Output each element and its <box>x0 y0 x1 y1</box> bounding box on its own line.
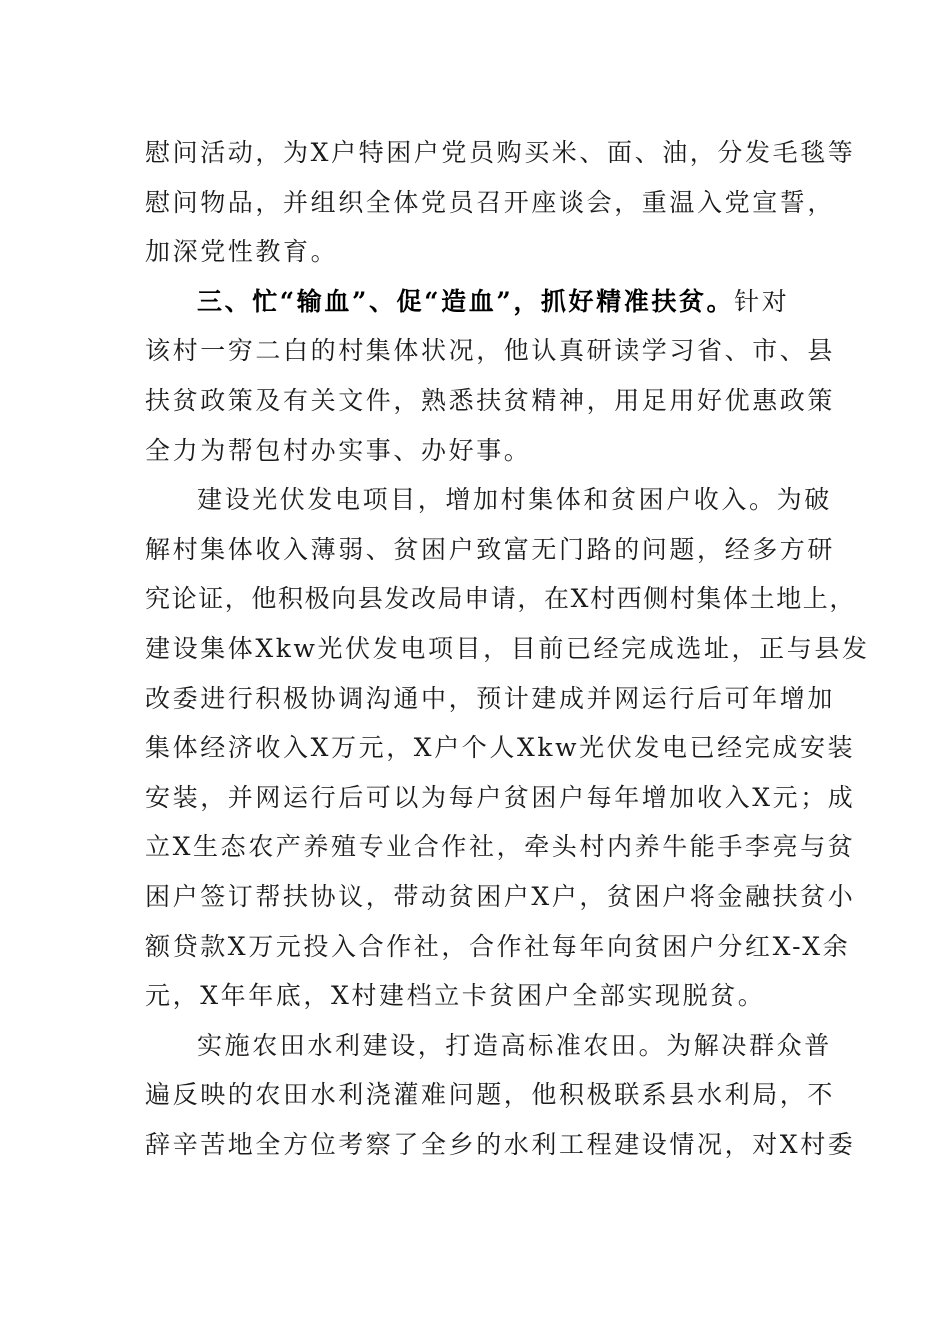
paragraph-line: 慰问活动，为X户特困户党员购买米、面、油，分发毛毯等 <box>145 138 856 167</box>
paragraph-line: 实施农田水利建设，打造高标准农田。为解决群众普 <box>197 1030 832 1060</box>
paragraph-line: 慰问物品，并组织全体党员召开座谈会，重温入党宣誓， <box>145 187 836 217</box>
paragraph-line: 元，X年年底，X村建档立卡贫困户全部实现脱贫。 <box>145 981 766 1011</box>
paragraph-line: 安装，并网运行后可以为每户贫困户每年增加收入X元；成 <box>145 782 856 812</box>
paragraph-line: 究论证，他积极向县发改局申请，在X村西侧村集体土地上， <box>145 584 856 614</box>
body-text <box>145 128 870 1169</box>
paragraph-line: 遍反映的农田水利浇灌难问题，他积极联系县水利局，不 <box>145 1080 836 1110</box>
paragraph-line: 加深党性教育。 <box>145 237 339 267</box>
paragraph-line: 辞辛苦地全方位考察了全乡的水利工程建设情况，对X村委 <box>145 1129 856 1159</box>
paragraph-line: 该村一穷二白的村集体状况，他认真研读学习省、市、县 <box>145 336 836 366</box>
paragraph-line: 集体经济收入X万元，X户个人Xkw光伏发电已经完成安装 <box>145 733 856 763</box>
paragraph-line: 建设光伏发电项目，增加村集体和贫困户收入。为破 <box>197 485 832 515</box>
paragraph-line: 扶贫政策及有关文件，熟悉扶贫精神，用足用好优惠政策 <box>145 385 836 415</box>
paragraph-line: 全力为帮包村办实事、办好事。 <box>145 435 532 465</box>
paragraph-line: 额贷款X万元投入合作社，合作社每年向贫困户分红X-X余 <box>145 931 851 961</box>
paragraph-line: 解村集体收入薄弱、贫困户致富无门路的问题，经多方研 <box>145 534 836 564</box>
paragraph-text: 针对 <box>734 286 790 316</box>
paragraph-line: 困户签订帮扶协议，带动贫困户X户，贫困户将金融扶贫小 <box>145 881 856 911</box>
paragraph-line: 立X生态农产养殖专业合作社，牵头村内养牛能手李亮与贫 <box>145 832 856 862</box>
paragraph-line: 改委进行积极协调沟通中，预计建成并网运行后可年增加 <box>145 683 836 713</box>
section-heading-line <box>145 277 825 327</box>
paragraph-line: 建设集体Xkw光伏发电项目，目前已经完成选址，正与县发 <box>145 633 870 663</box>
section-heading: 三、忙“输血”、促“造血”，抓好精准扶贫。 <box>197 286 735 316</box>
